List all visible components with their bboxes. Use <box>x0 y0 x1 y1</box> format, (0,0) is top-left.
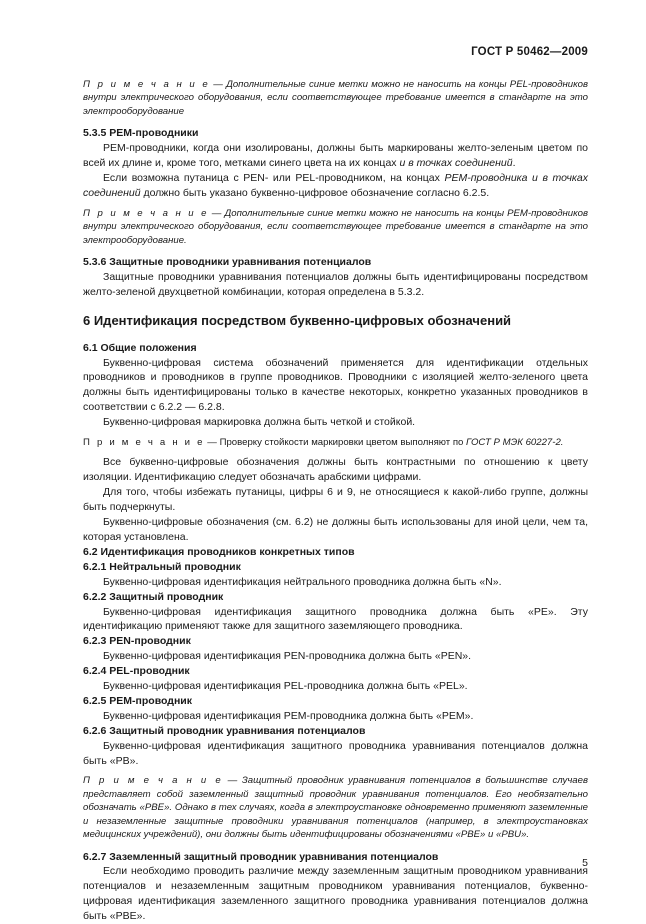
note-pem <box>83 207 588 247</box>
section-6-2-1-paragraph: Буквенно-цифровая идентификация нейтрального проводника должна быть «N». <box>103 575 502 588</box>
section-6-2-5-title: 6.2.5 PEM-проводник <box>83 694 192 707</box>
page-body <box>83 78 588 924</box>
section-6-2-6-title: 6.2.6 Защитный проводник уравнивания потенциалов <box>83 724 366 737</box>
section-5-3-5-paragraph-2: Если возможна путаница с PEN- или PEL-проводником, на концах PEM-проводника и в точках соединений должно быть указано буквенно-цифровое обозначение согласно 6.2.5. <box>83 171 588 199</box>
section-6-1-paragraph-1: Буквенно-цифровая система обозначений применяется для идентификации отдельных проводников и проводников в группе проводников. Проводники с изоляцией желто-зеленого цвета должны быть идентифицированы только в качестве некоторых, конкретно указанных проводников в соответствии с 6.2.2 — 6.2.8. <box>83 356 588 414</box>
section-6-2-7-title: 6.2.7 Заземленный защитный проводник уравнивания потенциалов <box>83 850 439 863</box>
note-text: — Дополнительные синие метки можно не наносить на концы PEM-проводников внутри электрического оборудования, если соответствующее требование имеется в стандарте на это электрооборудование. <box>83 207 588 246</box>
note-text: — Дополнительные синие метки можно не наносить на концы PEL-проводников внутри электрического оборудования, если соответствующее требование имеется в стандарте на это электрооборудование <box>83 79 589 117</box>
section-6-2-6-paragraph: Буквенно-цифровая идентификация защитного проводника уравнивания потенциалов должна быть «PB». <box>83 739 588 767</box>
section-6-title: 6 Идентификация посредством буквенно-цифровых обозначений <box>83 312 512 328</box>
section-5-3-5-title: 5.3.5 PEM-проводники <box>83 127 199 140</box>
section-6-2-title: 6.2 Идентификация проводников конкретных типов <box>83 545 355 558</box>
page-number: 5 <box>582 857 588 869</box>
section-5-3-6-paragraph: Защитные проводники уравнивания потенциалов должны быть идентифицированы посредством желто-зеленой двухцветной комбинации, которая определена в 5.3.2. <box>83 270 588 298</box>
section-5-3-5-paragraph-1: PEM-проводники, когда они изолированы, должны быть маркированы желто-зеленым цветом по всей их длине и, кроме того, метками синего цвета на их концах и в точках соединений. <box>83 142 588 170</box>
section-6-2-3-title: 6.2.3 PEN-проводник <box>83 635 191 648</box>
section-6-1-title: 6.1 Общие положения <box>83 341 197 354</box>
section-6-2-1-title: 6.2.1 Нейтральный проводник <box>83 560 241 573</box>
note-label: П р и м е ч а н и е <box>83 207 209 219</box>
note-pb: П р и м е ч а н и е — Защитный проводник уравнивания потенциалов в большинстве случаев представляет собой заземленный защитный проводник уравнивания потенциалов. Его необязательно обозначать «PBE». Однако в тех случаях, когда в электроустановке одновременно применяют заземленные и незаземленные защитные проводники уравнивания потенциалов (например, в электроустановках медицинских учреждений), они должны быть идентифицированы обозначениями «PBE» и «PBU». <box>83 775 588 841</box>
section-6-2-7-paragraph: Если необходимо проводить различие между заземленным защитным проводником уравнивания потенциалов и незаземленным защитным проводником уравнивания потенциалов, буквенно-цифровая идентификация заземленного защитного проводника уравнивания потенциалов должна быть «PBE». <box>83 865 588 923</box>
section-6-2-3-paragraph: Буквенно-цифровая идентификация PEN-проводника должна быть «PEN». <box>103 650 472 663</box>
note-label: П р и м е ч а н и е <box>83 79 210 90</box>
section-6-2-4-title: 6.2.4 PEL-проводник <box>83 665 190 678</box>
section-6-1-paragraph-4: Для того, чтобы избежать путаницы, цифры 6 и 9, не относящиеся к какой-либо группе, должны быть подчеркнуты. <box>83 486 588 514</box>
note-marking-durability: П р и м е ч а н и е — Проверку стойкости маркировки цветом выполняют по ГОСТ Р МЭК 60227-2. <box>83 437 564 449</box>
section-6-1-paragraph-2: Буквенно-цифровая маркировка должна быть четкой и стойкой. <box>103 416 416 429</box>
section-6-1-paragraph-3: Все буквенно-цифровые обозначения должны быть контрастными по отношению к цвету изоляции. Идентификацию следует обозначать арабскими цифрами. <box>83 456 588 484</box>
section-6-2-2-title: 6.2.2 Защитный проводник <box>83 590 224 603</box>
section-5-3-6-title: 5.3.6 Защитные проводники уравнивания потенциалов <box>83 255 372 268</box>
section-6-2-2-paragraph: Буквенно-цифровая идентификация защитного проводника должна быть «PE». Эту идентификацию применяют также для защитного заземляющего проводника. <box>83 605 588 633</box>
note-pel <box>83 78 588 118</box>
section-6-2-5-paragraph: Буквенно-цифровая идентификация PEM-проводника должна быть «PEM». <box>103 709 474 722</box>
document-code: ГОСТ Р 50462—2009 <box>471 46 588 58</box>
section-6-1-paragraph-5: Буквенно-цифровые обозначения (см. 6.2) не должны быть использованы для иной цели, чем та, которая установлена. <box>83 516 588 543</box>
section-6-2-4-paragraph: Буквенно-цифровая идентификация PEL-проводника должна быть «PEL». <box>103 680 468 693</box>
